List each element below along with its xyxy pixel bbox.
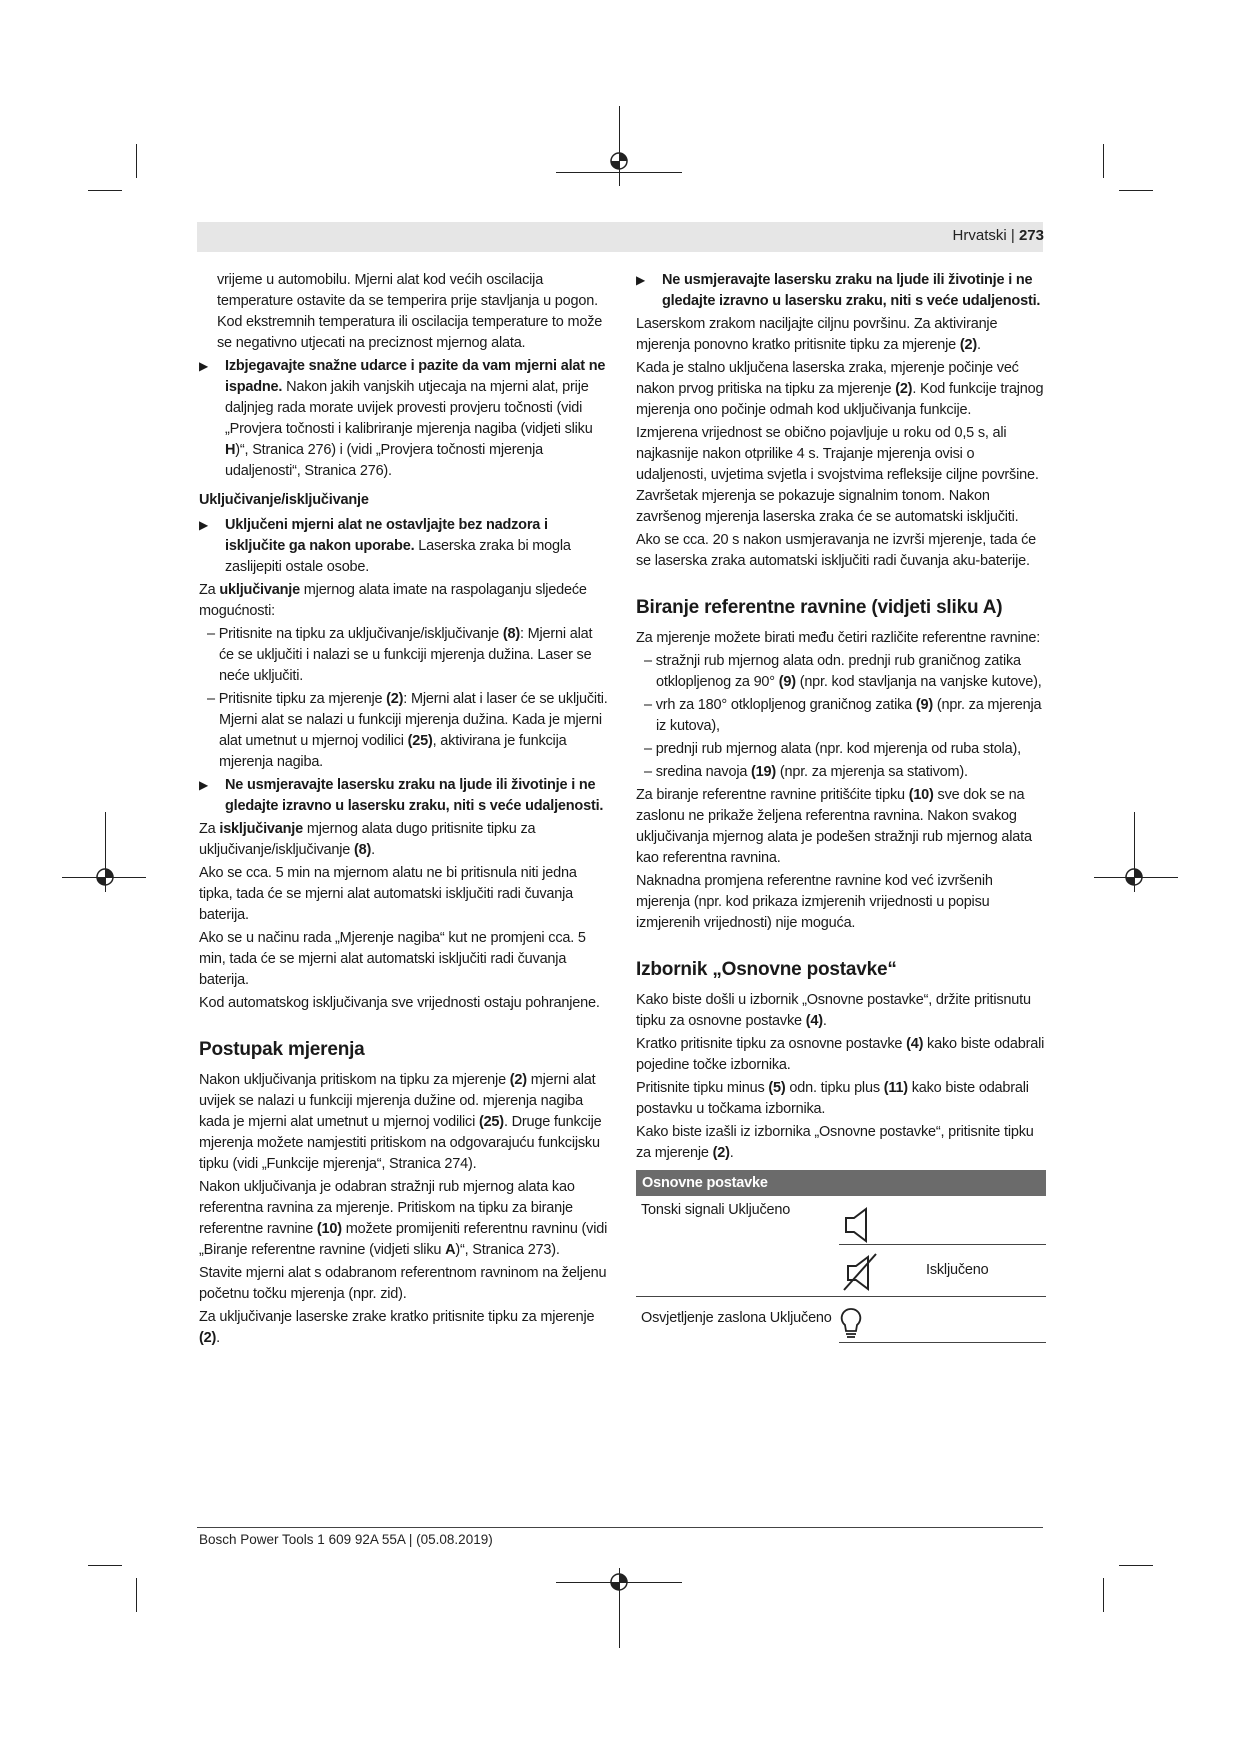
- warning-item: ▶ Ne usmjeravajte lasersku zraku na ljude ili životinje i ne gledajte izravno u lasersku zraku, niti s veće udaljenosti.: [199, 777, 604, 814]
- section-heading-postupak: Postupak mjerenja: [199, 1039, 365, 1060]
- section-heading-onoff: Uključivanje/isključivanje: [199, 492, 369, 508]
- table-divider: [839, 1244, 1046, 1245]
- page-number: 273: [1018, 227, 1044, 244]
- paragraph: Pritisnite tipku minus (5) odn. tipku plus (11) kako biste odabrali postavku u točkama izbornika.: [636, 1080, 1029, 1117]
- registration-target-icon: [94, 866, 116, 888]
- list-item: – prednji rub mjernog alata (npr. kod mjerenja od ruba stola),: [644, 741, 1021, 757]
- table-divider: [839, 1342, 1046, 1343]
- list-item: – vrh za 180° otklopljenog graničnog zatika (9) (npr. za mjerenja iz kutova),: [644, 697, 1042, 734]
- header-language: Hrvatski: [952, 227, 1007, 244]
- paragraph: Naknadna promjena referentne ravnine kod već izvršenih mjerenja (npr. kod prikaza izmjerenih vrijednosti u popisu izmjerenih vrijednosti) nije moguća.: [636, 873, 993, 931]
- crop-mark: [1103, 1578, 1104, 1612]
- paragraph: Laserskom zrakom naciljajte ciljnu površinu. Za aktiviranje mjerenja ponovno kratko pritisnite tipku za mjerenje (2).: [636, 316, 998, 353]
- crop-mark: [556, 172, 682, 173]
- table-row-label: Osvjetljenje zaslona Uključeno: [641, 1310, 832, 1326]
- speaker-on-icon: [842, 1206, 872, 1244]
- paragraph: Kako biste izašli iz izbornika „Osnovne postavke“, pritisnite tipku za mjerenje (2).: [636, 1124, 1034, 1161]
- table-row-value: Isključeno: [926, 1262, 989, 1278]
- paragraph: vrijeme u automobilu. Mjerni alat kod većih oscilacija temperature ostavite da se temperira prije stavljanja u pogon. Kod ekstremnih temperatura ili oscilacija temperature to može se negativno utjecati na preciznost mjernog alata.: [217, 272, 603, 351]
- page-footer: Bosch Power Tools 1 609 92A 55A | (05.08.2019): [199, 1532, 493, 1547]
- registration-target-icon: [608, 150, 630, 172]
- crop-mark: [136, 144, 137, 178]
- list-item: – stražnji rub mjernog alata odn. prednji rub graničnog zatika otklopljenog za 90° (9) (npr. kod stavljanja na vanjske kutove),: [644, 653, 1042, 690]
- header-separator: |: [1010, 227, 1015, 244]
- crop-mark: [1103, 144, 1104, 178]
- speaker-off-icon: [842, 1252, 878, 1292]
- warning-item: ▶ Uključeni mjerni alat ne ostavljajte bez nadzora i isključite ga nakon uporabe. Laserska zraka bi mogla zaslijepiti ostale osobe.: [199, 517, 571, 575]
- table-row: [636, 1296, 1046, 1346]
- page-header-bar: [197, 222, 1043, 252]
- paragraph: Ako se cca. 20 s nakon usmjeravanja ne izvrši mjerenje, tada će se laserska zraka automatski isključiti radi čuvanja aku-baterije.: [636, 532, 1037, 569]
- paragraph: Kada je stalno uključena laserska zraka, mjerenje počinje već nakon prvog pritiska na tipku za mjerenje (2). Kod funkcije trajnog mjerenja ono počinje odmah kod uključivanja funkcije.: [636, 360, 1044, 418]
- paragraph: Za mjerenje možete birati među četiri različite referentne ravnine:: [636, 630, 1041, 646]
- paragraph: Kratko pritisnite tipku za osnovne postavke (4) kako biste odabrali pojedine točke izbornika.: [636, 1036, 1045, 1073]
- right-column: [636, 270, 1046, 1346]
- paragraph: Za biranje referentne ravnine pritišćite tipku (10) sve dok se na zaslonu ne prikaže željena referentna ravnina. Nakon svakog uključivanja mjernog alata je podešen stražnji rub mjernog alata kao referentna ravnina.: [636, 787, 1032, 866]
- bullet-triangle-icon: ▶: [199, 778, 209, 792]
- table-row: [636, 1196, 1046, 1246]
- crop-mark: [88, 1565, 122, 1566]
- table-row-label: Tonski signali Uključeno: [641, 1202, 791, 1218]
- footer-rule: [197, 1527, 1043, 1528]
- lightbulb-icon: [838, 1306, 864, 1342]
- paragraph: Ako se u načinu rada „Mjerenje nagiba“ kut ne promjeni cca. 5 min, tada će se mjerni alat automatski isključiti radi čuvanja baterija.: [199, 930, 586, 988]
- crop-mark: [1119, 1565, 1153, 1566]
- bullet-triangle-icon: ▶: [199, 359, 209, 373]
- settings-table-header: Osnovne postavke: [636, 1170, 1046, 1196]
- warning-item: ▶ Izbjegavajte snažne udarce i pazite da vam mjerni alat ne ispadne. Nakon jakih vanjskih utjecaja na mjerni alat, prije daljnjeg rada morate uvijek provesti provjeru točnosti (vidi „Provjera točnosti i kalibriranje mjerenja nagiba (vidjeti sliku H)“, Stranica 276) i (vidi „Provjera točnosti mjerenja udaljenosti“, Stranica 276).: [199, 358, 606, 479]
- paragraph: Kako biste došli u izbornik „Osnovne postavke“, držite pritisnutu tipku za osnovne postavke (4).: [636, 992, 1031, 1029]
- section-heading-biranje: Biranje referentne ravnine (vidjeti sliku A): [636, 597, 1003, 618]
- crop-mark: [619, 106, 620, 186]
- section-heading-izbornik: Izbornik „Osnovne postavke“: [636, 959, 897, 980]
- paragraph: Nakon uključivanja pritiskom na tipku za mjerenje (2) mjerni alat uvijek se nalazi u funkciji mjerenja dužine od. mjerenja nagiba kada je mjerni alat umetnut u mjernoj vodilici (25). Druge funkcije mjerenja možete namjestiti pritiskom na odgovarajuću funkcijsku tipku (vidi „Funkcije mjerenja“, Stranica 274).: [199, 1072, 602, 1172]
- paragraph: Ako se cca. 5 min na mjernom alatu ne bi pritisnula niti jedna tipka, tada će se mjerni alat automatski isključiti radi čuvanja baterija.: [199, 865, 577, 923]
- left-column: [199, 270, 609, 1351]
- registration-target-icon: [608, 1571, 630, 1593]
- crop-mark: [136, 1578, 137, 1612]
- registration-target-icon: [1123, 866, 1145, 888]
- paragraph: Za isključivanje mjernog alata dugo pritisnite tipku za uključivanje/isključivanje (8).: [199, 821, 536, 858]
- list-item: – sredina navoja (19) (npr. za mjerenja sa stativom).: [644, 764, 968, 780]
- paragraph: Kod automatskog isključivanja sve vrijednosti ostaju pohranjene.: [199, 995, 600, 1011]
- warning-item: ▶ Ne usmjeravajte lasersku zraku na ljude ili životinje i ne gledajte izravno u lasersku zraku, niti s veće udaljenosti.: [636, 272, 1041, 309]
- bullet-triangle-icon: ▶: [199, 518, 209, 532]
- paragraph: Nakon uključivanja je odabran stražnji rub mjernog alata kao referentna ravnina za mjerenje. Pritiskom na tipku za biranje referentne ravnine (10) možete promijeniti referentnu ravninu (vidi „Biranje referentne ravnine (vidjeti sliku A)“, Stranica 273).: [199, 1179, 608, 1258]
- list-item: – Pritisnite tipku za mjerenje (2): Mjerni alat i laser će se uključiti. Mjerni alat se nalazi u funkciji mjerenja dužina. Kada je mjerni alat umetnut u mjernoj vodilici (25), aktivirana je funkcija mjerenja nagiba.: [207, 691, 608, 770]
- paragraph: Za uključivanje laserske zrake kratko pritisnite tipku za mjerenje (2).: [199, 1309, 595, 1346]
- paragraph: Za uključivanje mjernog alata imate na raspolaganju sljedeće mogućnosti:: [199, 582, 587, 619]
- crop-mark: [88, 190, 122, 191]
- page-header: [953, 227, 1044, 244]
- crop-mark: [1119, 190, 1153, 191]
- paragraph: Stavite mjerni alat s odabranom referentnom ravninom na željenu početnu točku mjerenja (npr. zid).: [199, 1265, 607, 1302]
- bullet-triangle-icon: ▶: [636, 273, 646, 287]
- paragraph: Izmjerena vrijednost se obično pojavljuje u roku od 0,5 s, ali najkasnije nakon otprilike 4 s. Trajanje mjerenja ovisi o udaljenosti, uvjetima svjetla i svojstvima refleksije ciljne površine. Završetak mjerenja se pokazuje signalnim tonom. Nakon završenog mjerenja laserska zraka će se automatski isključiti.: [636, 425, 1039, 525]
- list-item: – Pritisnite na tipku za uključivanje/isključivanje (8): Mjerni alat će se uključiti i nalazi se u funkciji mjerenja dužina. Laser se neće uključiti.: [207, 626, 593, 684]
- table-row: [636, 1246, 1046, 1296]
